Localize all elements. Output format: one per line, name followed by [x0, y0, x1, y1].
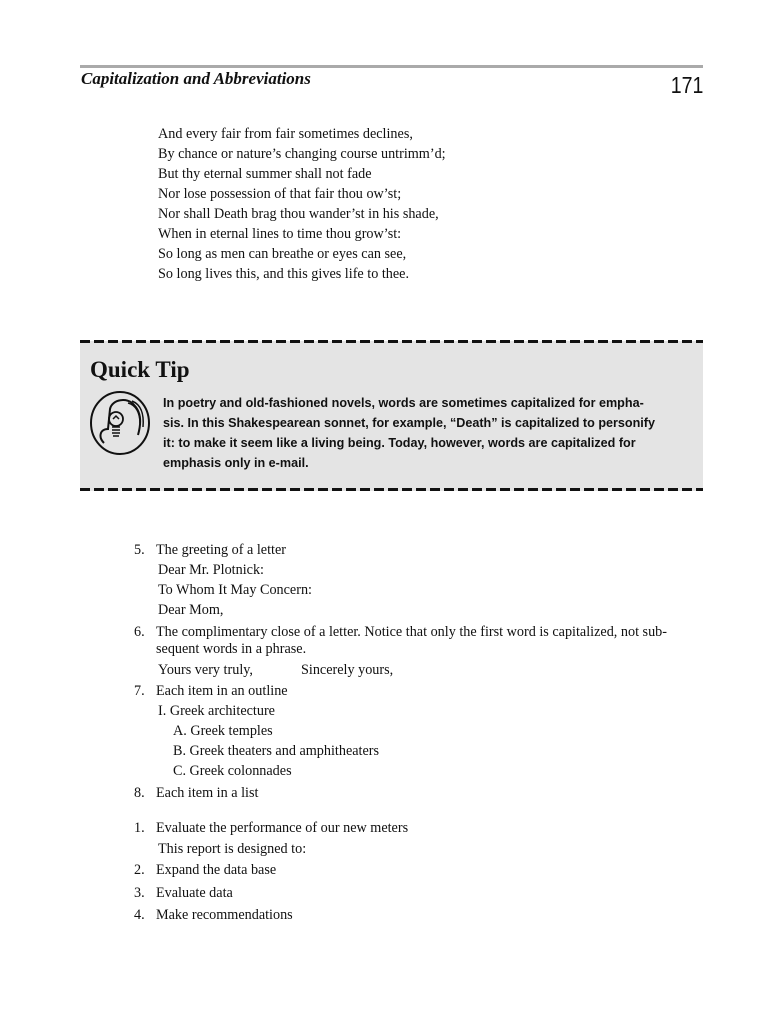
chapter-title: Capitalization and Abbreviations — [81, 69, 311, 88]
poem-line: And every fair from fair sometimes declines, — [158, 126, 413, 142]
list-number: 5. — [134, 542, 145, 558]
list-number: 8. — [134, 785, 145, 801]
list-item: Evaluate the performance of our new meters — [156, 820, 409, 836]
poem-line: So long lives this, and this gives life to thee. — [158, 266, 410, 282]
tip-line: In poetry and old-fashioned novels, words are sometimes capitalized for empha- — [163, 396, 644, 410]
list-item: The complimentary close of a letter. Notice that only the first word is capitalized, not sub- — [156, 624, 667, 640]
list-number: 1. — [134, 820, 145, 836]
list-item: Make recommendations — [156, 907, 293, 923]
tip-line: sis. In this Shakespearean sonnet, for example, “Death” is capitalized to personify — [163, 416, 656, 430]
list-example: Dear Mr. Plotnick: — [158, 562, 264, 578]
list-example: To Whom It May Concern: — [158, 582, 312, 598]
poem-line: So long as men can breathe or eyes can see, — [158, 246, 407, 262]
poem-line: By chance or nature’s changing course untrimm’d; — [158, 146, 446, 162]
header-rule — [80, 65, 703, 68]
page-number: 171 — [670, 72, 703, 98]
list-number: 3. — [134, 885, 145, 901]
list-example: C. Greek colonnades — [173, 763, 292, 779]
list-example: This report is designed to: — [158, 841, 307, 857]
tip-line: it: to make it seem like a living being. Today, however, words are capitalized for — [163, 436, 636, 450]
list-item: The greeting of a letter — [156, 542, 286, 558]
dashed-divider-top — [80, 340, 703, 343]
quick-tip-text — [163, 393, 683, 473]
list-item: Evaluate data — [156, 885, 233, 901]
list-number: 6. — [134, 624, 145, 640]
lightbulb-hand-icon — [88, 389, 152, 457]
list-number: 4. — [134, 907, 145, 923]
list-number: 7. — [134, 683, 145, 699]
list-number: 2. — [134, 862, 145, 878]
list-example: Yours very truly, — [158, 662, 253, 678]
quick-tip-heading: Quick Tip — [90, 357, 190, 382]
tip-line: emphasis only in e-mail. — [163, 456, 309, 470]
list-item: Each item in an outline — [156, 683, 288, 699]
list-item: Each item in a list — [156, 785, 259, 801]
list-item-continuation: sequent words in a phrase. — [156, 641, 307, 657]
list-example: B. Greek theaters and amphitheaters — [173, 743, 380, 759]
dashed-divider-bottom — [80, 488, 703, 491]
list-item: Expand the data base — [156, 862, 277, 878]
poem-line: But thy eternal summer shall not fade — [158, 166, 372, 182]
poem-line: When in eternal lines to time thou grow’st: — [158, 226, 402, 242]
quick-tip-box — [80, 341, 703, 491]
list-example: A. Greek temples — [173, 723, 273, 739]
list-example: Dear Mom, — [158, 602, 224, 618]
poem-line: Nor shall Death brag thou wander’st in his shade, — [158, 206, 439, 222]
list-example: Sincerely yours, — [301, 662, 394, 678]
poem-line: Nor lose possession of that fair thou ow’st; — [158, 186, 402, 202]
list-example: I. Greek architecture — [158, 703, 275, 719]
